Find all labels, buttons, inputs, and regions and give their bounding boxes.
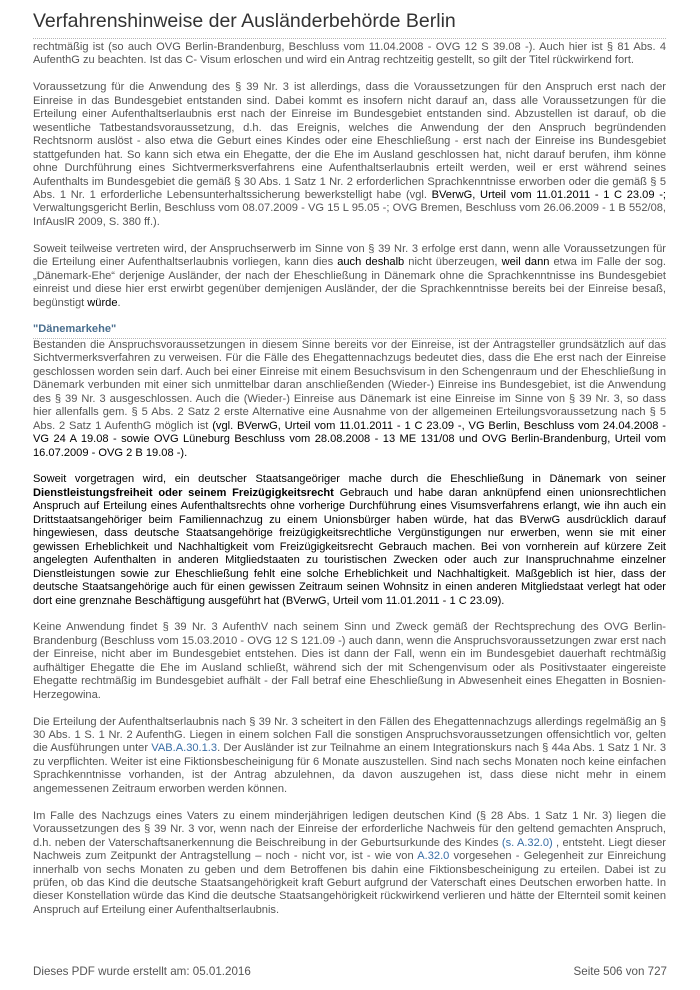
link-a-32-0-second[interactable]: A.32.0: [417, 850, 450, 863]
link-vab-a-30-1-3[interactable]: VAB.A.30.1.3: [151, 742, 218, 755]
paragraph-text: etwa im Falle der sog. „Dänemark-Ehe“ derjenige Ausländer, der nach der Eheschließung in Dänemark ohne die Sprachkenntnisse ins Bundesgebiet einreist und diese hier erst erwirbt gegenüber demjenigen Ausländer, der die Sprachkenntnisse bereits bei der Einreise besaß, begünstigt: [33, 256, 666, 309]
paragraph-sichtvermerksverfahren: [33, 339, 666, 460]
page-title: Verfahrenshinweise der Ausländerbehörde Berlin: [33, 10, 456, 32]
paragraph-keine-anwendung: [33, 621, 666, 702]
footer-created-date: Dieses PDF wurde erstellt am: 05.01.2016: [33, 965, 251, 978]
paragraph-text: , entsteht. Liegt dieser Nachweis zum Zeitpunkt der Antragstellung – noch - nicht vor, ist - wie von: [33, 836, 666, 863]
paragraph-text: vorgesehen - Gelegenheit zur Einreichung innerhalb von sechs Monaten zu geben und dem Betroffenen bis dahin eine Fiktionsbescheinigung zu erteilen. Dabei ist zu prüfen, ob das Kind die deutsche Staatsangehörigkeit kraft Geburt aufgrund der Vaterschaft eines Deutschen erworben hatte. In dieser Konstellation würde das Kind die deutsche Staatsangehörigkeit rückwirkend verlieren und hätte der Elternteil somit keinen Anspruch auf Erteilung einer Aufenthaltserlaubnis.: [33, 850, 666, 916]
paragraph-text: Im Falle des Nachzugs eines Vaters zu einem minderjährigen ledigen deutschen Kind (§ 28 Abs. 1 Satz 1 Nr. 3) liegen die Voraussetzungen des § 39 Nr. 3 vor, wenn nach der Einreise der erforderliche Nachweis für den geltend gemachten Anspruch, d.h. neben der Vaterschaftsanerkennung die Beischreibung in der Geburtsurkunde des Kindes: [33, 809, 666, 849]
paragraph-text: Soweit vorgetragen wird, ein deutscher Staatsangeöriger mache durch die Eheschließung in Dänemark von seiner: [33, 473, 666, 486]
paragraph-text: Keine Anwendung findet § 39 Nr. 3 AufenthV nach seinem Sinn und Zweck gemäß der Rechtsprechung des OVG Berlin-Brandenburg (Beschluss vom 15.03.2010 - OVG 12 S 121.09 -) auch dann, wenn die Anspruchsvoraussetzungen zwar erst nach der Einreise, nicht aber im Bundesgebiet entstehen. Dies ist dann der Fall, wenn ein im Bundesgebiet dauerhaft rechtmäßig aufhältiger Ehegatte die Ehe im Ausland schließt, während sich der mit Schengenvisum oder als Positivstaater eingereiste Ehegatte rechtmäßig im Bundesgebiet aufhält - der Fall betraf eine Eheschließung in Abwesenheit eines Ehegatten in Bosnien-Herzegowina.: [33, 621, 666, 701]
paragraph-text: Die Erteilung der Aufenthaltserlaubnis nach § 39 Nr. 3 scheitert in den Fällen des Ehegattennachzugs allerdings regelmäßig an § 30 Abs. 1 S. 1 Nr. 2 AufenthG. Liegen in einem solchen Fall die sonstigen Anspruchsvoraussetzungen offensichtlich vor, gelten die Ausführungen unter: [33, 715, 666, 755]
emphasis-text: würde: [87, 296, 118, 309]
emphasis-text: weil dann: [501, 256, 550, 269]
paragraph-continuation: [33, 41, 666, 68]
paragraph-text: Bestanden die Anspruchsvoraussetzungen in diesem Sinne bereits vor der Einreise, ist der Antragsteller grundsätzlich auf das Sichtvermerksverfahren zu verweisen. Für die Fälle des Ehegattennachzugs bedeutet dies, dass die Ehe erst nach der Einreise geschlossen worden sein darf. Auch bei einer Einreise mit einem Besuchsvisum in den Schengenraum und der Eheschließung in Dänemark verbunden mit einer sich unmittelbar daran anschließenden (Wieder-) Einreise ins Bundesgebiet, ist die Anwendung des § 39 Nr. 3 ausgeschlossen. Auch die (Wieder-) Einreise aus Dänemark ist eine Einreise im Sinne von § 39 Nr. 3, so dass hier allenfalls gem. § 5 Abs. 2 Satz 2 erste Alternative eine Ausnahme von der allgemeinen Erteilungsvoraussetzung nach § 5 Abs. 2 Satz 1 AufenthG möglich ist: [33, 338, 666, 432]
citation-bverwg: BVerwG, Urteil vom 11.01.2011 - 1 C 23.09 -;: [431, 188, 666, 201]
paragraph-text: Soweit teilweise vertreten wird, der Anspruchserwerb im Sinne von § 39 Nr. 3 erfolge erst dann, wenn alle Voraussetzungen für die Erteilung einer Aufenthaltserlaubnis vorliegen, kann dies: [33, 242, 666, 269]
footer-page-number: Seite 506 von 727: [573, 965, 667, 978]
paragraph-text: Voraussetzung für die Anwendung des § 39 Nr. 3 ist allerdings, dass die Voraussetzungen für den Anspruch erst nach der Einreise in das Bundesgebiet entstanden sind. Dabei kommt es insofern nicht darauf an, dass alle Voraussetzungen für die Erteilung einer Aufenthaltserlaubnis erst nach der Einreise im Bundesgebiet entstanden sind. Abzustellen ist darauf, ob die wesentliche Tatbestandsvoraussetzung, d.h. das Ereignis, welches die Anwendung der den Anspruch begründenden Rechtsnorm auslöst - also etwa die Geburt eines Kindes oder eine Eheschließung - erst nach der Einreise ins Bundesgebiet stattgefunden hat. So kann sich etwa ein Ehegatte, der die Ehe im Ausland geschlossen hat, nicht darauf berufen, ihm könne ohne Durchführung eines Sichtvermerksverfahrens eine Aufenthaltserlaubnis erteilt werden, weil er erst während seines Aufenthalts im Bundesgebiet die gemäß § 30 Abs. 1 Satz 1 Nr. 2 erforderlichen Sprachkenntnisse erworben oder die gemäß § 5 Abs. 1 Nr. 1 erforderliche Lebensunterhaltssicherung bewerkstelligt habe (vgl.: [33, 81, 666, 201]
paragraph-text: rechtmäßig ist (so auch OVG Berlin-Brandenburg, Beschluss vom 11.04.2008 - OVG 12 S 39.08 -). Auch hier ist § 81 Abs. 4 AufenthG zu beachten. Ist das C- Visum erloschen und wird ein Antrag rechtzeitig gestellt, so gilt der Titel rückwirkend fort.: [33, 41, 666, 67]
citation-list: (vgl. BVerwG, Urteil vom 11.01.2011 - 1 C 23.09 -, VG Berlin, Beschluss vom 24.04.2008 - VG 24 A 19.08 - sowie OVG Lüneburg Beschluss vom 28.08.2008 - 13 ME 131/08 und OVG Berlin-Brandenburg, Urteil vom 16.07.2009 - OVG 2 B 19.08 -).: [33, 419, 666, 459]
title-divider: [33, 38, 666, 39]
paragraph-text: Verwaltungsgericht Berlin, Beschluss vom 08.07.2009 - VG 15 L 95.05 -; OVG Bremen, Beschluss vom 26.06.2009 - 1 B 552/08, InfAuslR 2009, S. 380 ff.).: [33, 202, 666, 228]
paragraph-text: nicht überzeugen,: [404, 256, 502, 269]
document-body: [33, 41, 666, 931]
section-heading-daenemarkehe: "Dänemarkehe": [33, 323, 666, 338]
emphasis-text: auch deshalb: [337, 256, 405, 269]
paragraph-text: Gebrauch und habe daran anknüpfend einen unionsrechtlichen Anspruch auf Erteilung eines Aufenthaltsrechts ohne vorherige Durchführung eines Visumsverfahrens erlangt, wie ihn auch ein Drittstaatsangehöriger beim Familiennachzug zu einem Unionsbürger haben würde, hat das BVerwG ausdrücklich darauf hingewiesen, dass deutsche Staatsangehörige freizügigkeitsrechtliche Vergünstigungen nur erwerben, wenn sie mit einer gewissen Erheblichkeit und Nachhaltigkeit vom Freizügigkeitsrecht Gebrauch machen. Bei von vornherein auf kürzere Zeit angelegten Aufenthalten in anderen Mitgliedstaaten zu touristischen Zwecken oder auch zur Inanspruchnahme einzelner Dienstleistungen sowie zur Eheschließung fehlt eine solche Erheblichkeit und Nachhaltigkeit. Maßgeblich ist hier, dass der deutsche Staatsangehörige auch für einen gewissen Zeitraum seinen Wohnsitz in einen anderen Mitgliedstaat verlegt hat oder dort eine grenznahe Beschäftigung ausgeführt hat (BVerwG, Urteil vom 11.01.2011 - 1 C 23.09).: [33, 486, 667, 607]
paragraph-ehegattennachzug: [33, 716, 666, 797]
paragraph-text: . Der Ausländer ist zur Teilnahme an einem Integrationskurs nach § 44a Abs. 1 Satz 1 Nr. 3 zu verpflichten. Weiter ist eine Fiktionsbescheinigung für 6 Monate auszustellen. Sind nach sechs Monaten noch keine einfachen Sprachkenntnisse vorhanden, ist der Antrag abzulehnen, da davon auszugehen ist, dass diese nicht mehr in einem angemessenen Zeitraum erworben werden können.: [33, 742, 666, 795]
paragraph-anspruchserwerb: [33, 243, 666, 310]
bold-term: Dienstleistungsfreiheit oder seinem Freizügigkeitsrecht: [33, 486, 334, 499]
link-a-32-0[interactable]: (s. A.32.0): [501, 836, 553, 849]
paragraph-text: .: [117, 296, 121, 309]
paragraph-voraussetzung: [33, 81, 666, 229]
paragraph-vaternachzug: [33, 810, 666, 918]
paragraph-freizuegigkeit: [33, 473, 666, 608]
